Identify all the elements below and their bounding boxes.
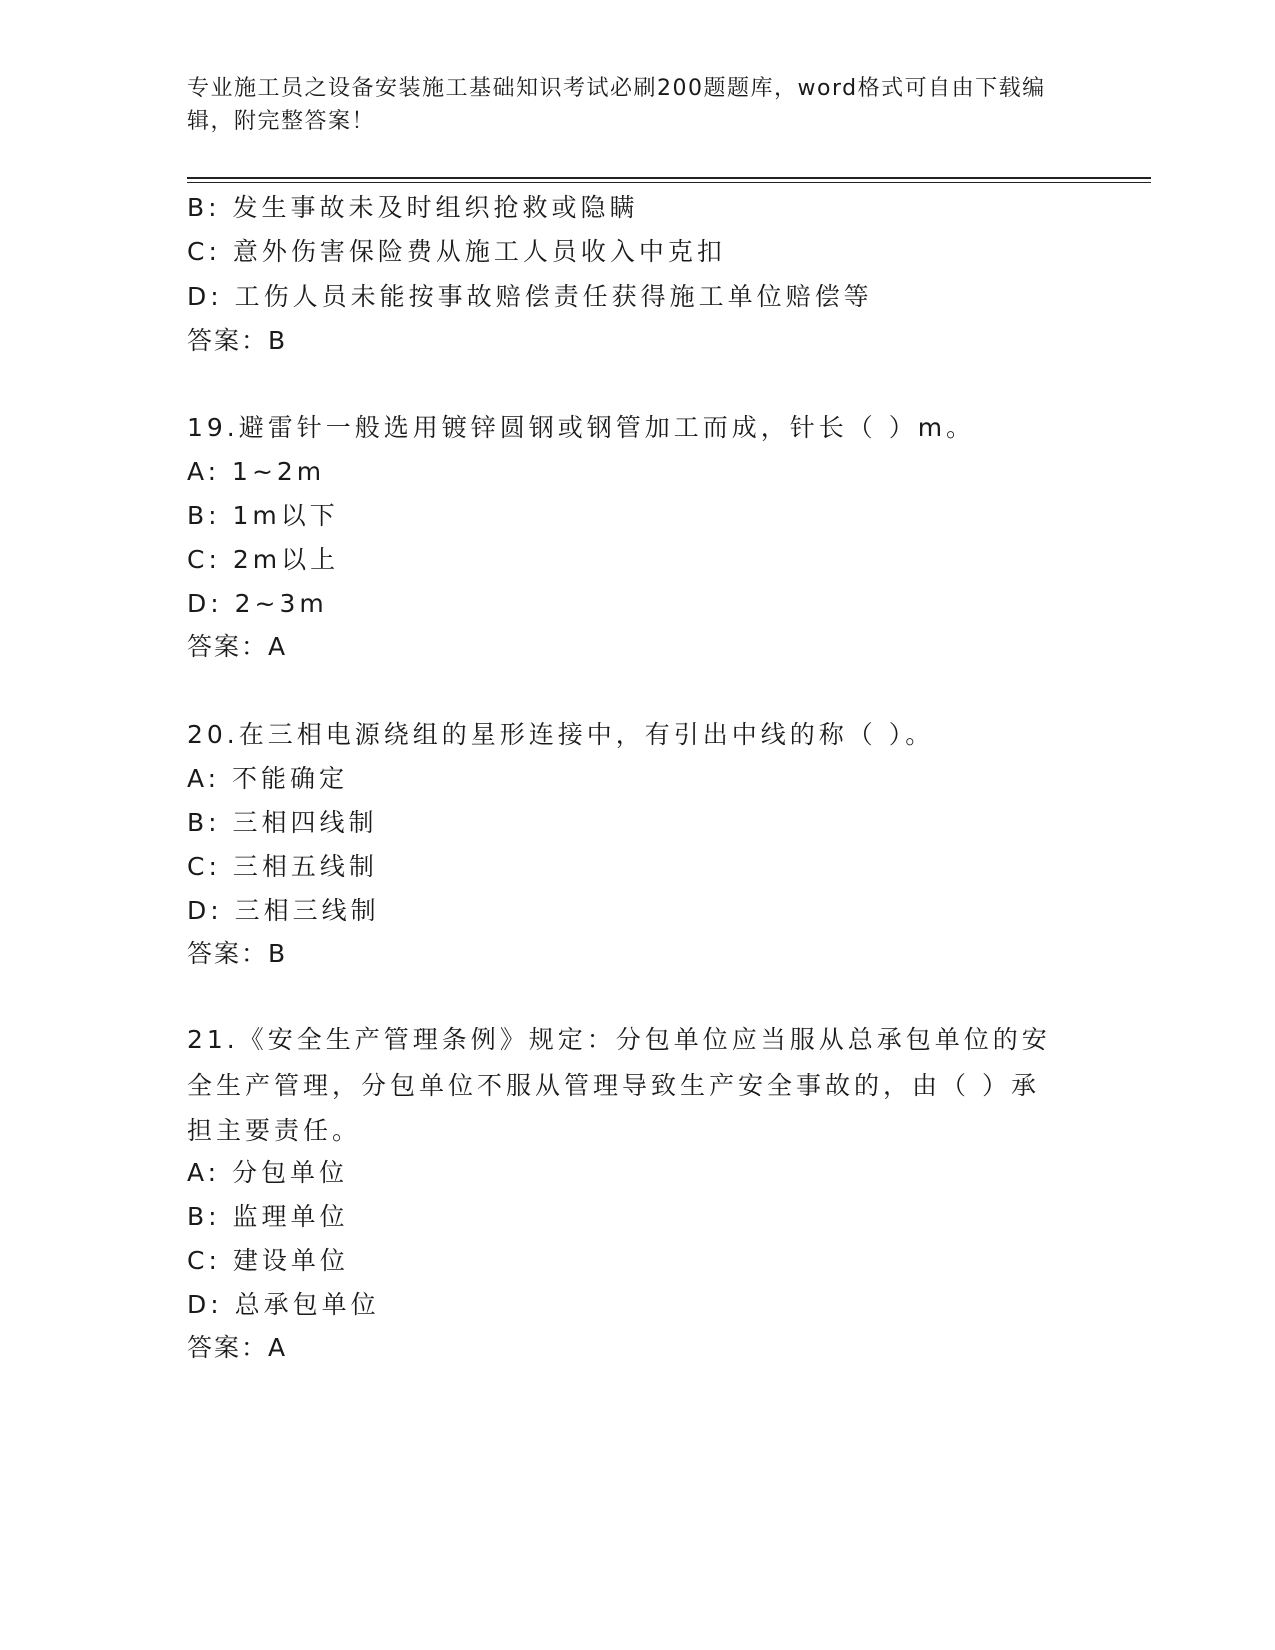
q18-option-d: D: 工伤人员未能按事故赔偿责任获得施工单位赔偿等 — [187, 282, 873, 311]
q19-option-c: C: 2m以上 — [187, 545, 340, 574]
q21-stem: 21.《安全生产管理条例》规定：分包单位应当服从总承包单位的安全生产管理，分包单位不服从管理导致生产安全事故的，由（ ）承担主要责任。 — [187, 1025, 1051, 1145]
q21-option-a: A: 分包单位 — [187, 1158, 349, 1187]
q21-option-b: B: 监理单位 — [187, 1202, 349, 1231]
q19-option-b: B: 1m以下 — [187, 501, 339, 530]
header-divider-thick — [187, 177, 1151, 179]
q20-option-c: C: 三相五线制 — [187, 852, 378, 881]
q21-option-c: C: 建设单位 — [187, 1246, 349, 1275]
q19-option-a: A: 1~2m — [187, 457, 326, 486]
q20-option-d: D: 三相三线制 — [187, 896, 380, 925]
q20-option-b: B: 三相四线制 — [187, 808, 378, 837]
q19-stem: 19.避雷针一般选用镀锌圆钢或钢管加工而成，针长（ ）m。 — [187, 413, 976, 442]
q20-answer: 答案：B — [187, 939, 288, 968]
q18-option-c: C: 意外伤害保险费从施工人员收入中克扣 — [187, 237, 726, 266]
header-divider-thin — [187, 182, 1151, 183]
q20-stem: 20.在三相电源绕组的星形连接中，有引出中线的称（ ）。 — [187, 720, 935, 749]
q18-option-b: B: 发生事故未及时组织抢救或隐瞒 — [187, 193, 639, 222]
q21-answer: 答案：A — [187, 1333, 288, 1362]
q20-option-a: A: 不能确定 — [187, 764, 349, 793]
document-header: 专业施工员之设备安装施工基础知识考试必刷200题题库，word格式可自由下载编辑，附完整答案！ — [187, 76, 1046, 134]
q19-answer: 答案：A — [187, 632, 288, 661]
q19-option-d: D: 2~3m — [187, 589, 328, 618]
q18-answer: 答案：B — [187, 326, 288, 355]
q21-option-d: D: 总承包单位 — [187, 1290, 380, 1319]
